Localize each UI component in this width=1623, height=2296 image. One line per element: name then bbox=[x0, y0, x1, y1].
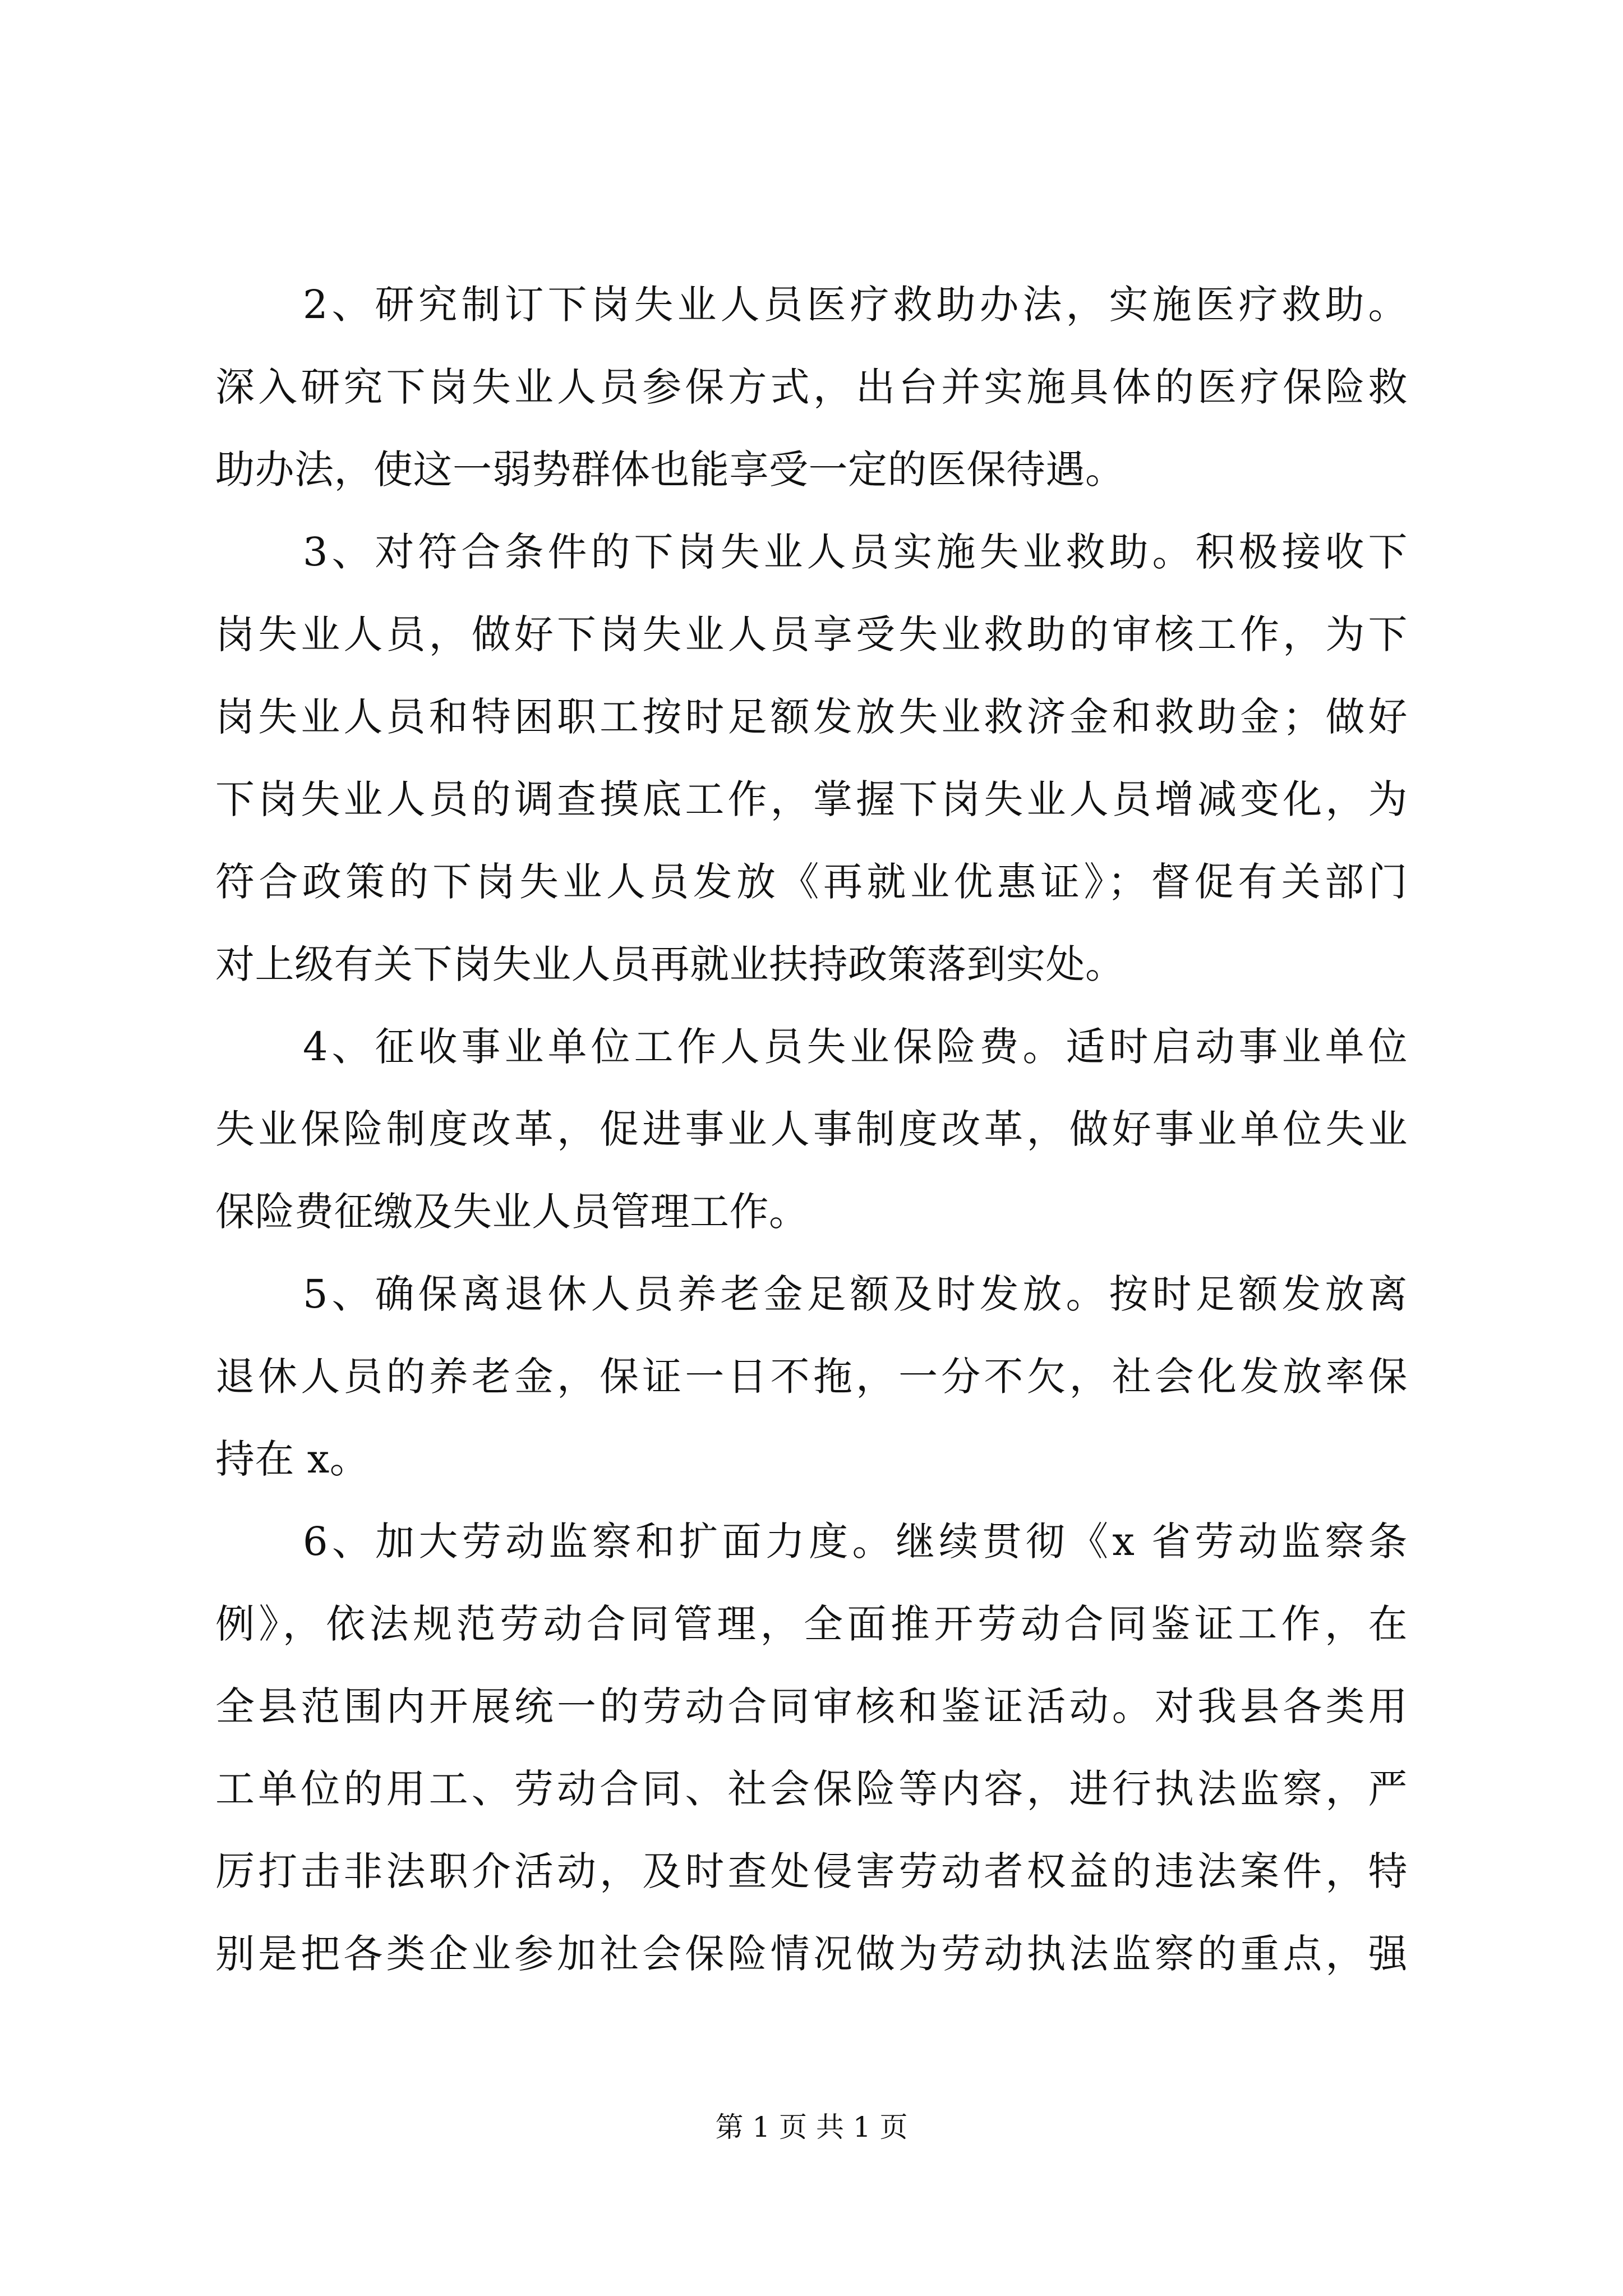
paragraph-6 bbox=[215, 1501, 1408, 1995]
page-number-footer: 第 1 页 共 1 页 bbox=[715, 2111, 908, 2143]
paragraph-line: 厉打击非法职介活动，及时查处侵害劳动者权益的违法案件，特 bbox=[215, 1848, 1408, 1894]
paragraph-line: 岗失业人员和特困职工按时足额发放失业救济金和救助金；做好 bbox=[215, 694, 1408, 740]
paragraph-line: 例》，依法规范劳动合同管理，全面推开劳动合同鉴证工作，在 bbox=[215, 1601, 1408, 1647]
paragraph-line: 5、确保离退休人员养老金足额及时发放。按时足额发放离 bbox=[303, 1271, 1408, 1317]
paragraph-line: 2、研究制订下岗失业人员医疗救助办法，实施医疗救助。 bbox=[303, 282, 1408, 328]
paragraph-line: 下岗失业人员的调查摸底工作，掌握下岗失业人员增减变化，为 bbox=[215, 776, 1408, 822]
document-body bbox=[215, 264, 1408, 1995]
paragraph-line: 4、征收事业单位工作人员失业保险费。适时启动事业单位 bbox=[303, 1024, 1408, 1070]
paragraph-line: 对上级有关下岗失业人员再就业扶持政策落到实处。 bbox=[215, 941, 1125, 987]
paragraph-line: 助办法，使这一弱势群体也能享受一定的医保待遇。 bbox=[215, 447, 1125, 493]
paragraph-4 bbox=[215, 1006, 1408, 1253]
paragraph-line: 3、对符合条件的下岗失业人员实施失业救助。积极接收下 bbox=[303, 529, 1408, 575]
paragraph-line: 失业保险制度改革，促进事业人事制度改革，做好事业单位失业 bbox=[215, 1106, 1408, 1152]
paragraph-line: 退休人员的养老金，保证一日不拖，一分不欠，社会化发放率保 bbox=[215, 1354, 1408, 1400]
paragraph-line: 6、加大劳动监察和扩面力度。继续贯彻《x 省劳动监察条 bbox=[303, 1519, 1408, 1565]
paragraph-5 bbox=[215, 1253, 1408, 1501]
paragraph-3 bbox=[215, 511, 1408, 1006]
paragraph-line: 保险费征缴及失业人员管理工作。 bbox=[215, 1189, 809, 1235]
paragraph-line: 持在 x。 bbox=[215, 1436, 370, 1482]
paragraph-line: 别是把各类企业参加社会保险情况做为劳动执法监察的重点，强 bbox=[215, 1931, 1408, 1977]
paragraph-line: 岗失业人员，做好下岗失业人员享受失业救助的审核工作，为下 bbox=[215, 611, 1408, 657]
paragraph-line: 深入研究下岗失业人员参保方式，出台并实施具体的医疗保险救 bbox=[215, 364, 1408, 410]
paragraph-line: 全县范围内开展统一的劳动合同审核和鉴证活动。对我县各类用 bbox=[215, 1683, 1408, 1729]
paragraph-line: 工单位的用工、劳动合同、社会保险等内容，进行执法监察，严 bbox=[215, 1766, 1408, 1812]
paragraph-line: 符合政策的下岗失业人员发放《再就业优惠证》；督促有关部门 bbox=[215, 859, 1408, 905]
paragraph-2 bbox=[215, 264, 1408, 511]
